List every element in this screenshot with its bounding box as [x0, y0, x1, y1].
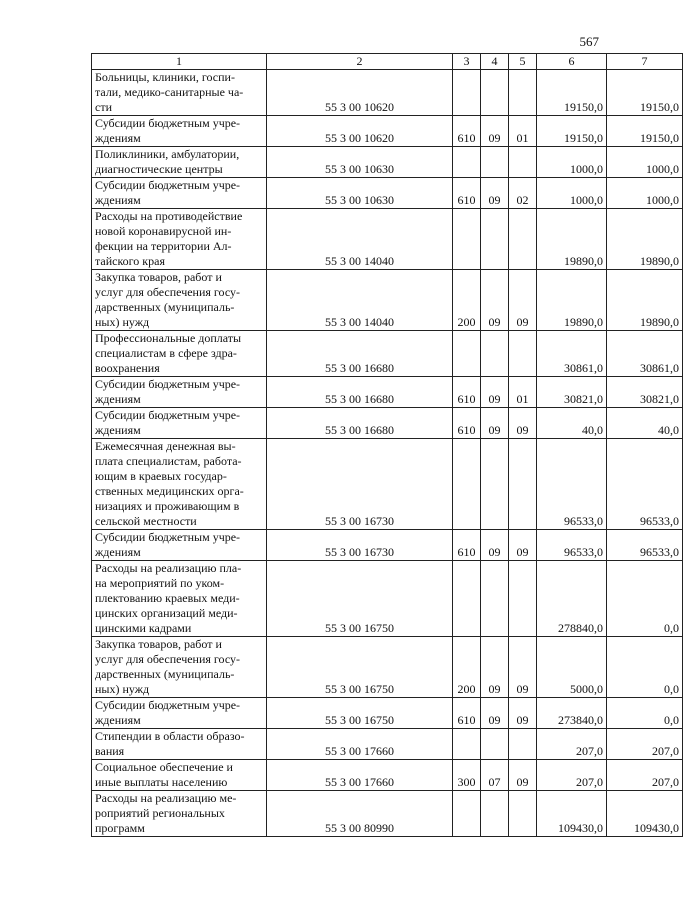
row-name-line: Стипендии в области образо- — [95, 729, 245, 743]
table-row — [92, 70, 683, 116]
amount-cell-7: 207,0 — [607, 729, 683, 760]
row-name-line: Социальное обеспечение и — [95, 760, 233, 774]
expense-type-cell — [453, 331, 481, 377]
amount-cell-6: 273840,0 — [537, 698, 607, 729]
row-name-line: низациях и проживающим в — [95, 499, 240, 513]
subsection-cell — [509, 561, 537, 637]
row-name-line: Расходы на реализацию пла- — [95, 561, 242, 575]
expense-type-cell: 610 — [453, 377, 481, 408]
row-name-line: программ — [95, 821, 145, 835]
table-row — [92, 147, 683, 178]
subsection-cell — [509, 70, 537, 116]
row-name-cell — [92, 408, 267, 439]
row-name-line: ждениям — [95, 392, 141, 406]
amount-cell-7: 19150,0 — [607, 116, 683, 147]
row-name-line: воохранения — [95, 361, 160, 375]
column-header: 3 — [453, 54, 481, 70]
budget-code-cell: 55 3 00 17660 — [267, 729, 453, 760]
expense-type-cell: 610 — [453, 698, 481, 729]
subsection-cell: 09 — [509, 408, 537, 439]
column-header: 7 — [607, 54, 683, 70]
amount-cell-7: 109430,0 — [607, 791, 683, 837]
row-name-cell — [92, 439, 267, 530]
table-row — [92, 209, 683, 270]
amount-cell-7: 19890,0 — [607, 209, 683, 270]
table-row — [92, 178, 683, 209]
table-row — [92, 561, 683, 637]
section-cell: 09 — [481, 116, 509, 147]
row-name-line: ждениям — [95, 545, 141, 559]
row-name-line: новой коронавирусной ин- — [95, 224, 232, 238]
subsection-cell: 09 — [509, 760, 537, 791]
row-name-line: фекции на территории Ал- — [95, 239, 232, 253]
row-name-cell — [92, 729, 267, 760]
budget-code-cell: 55 3 00 10620 — [267, 116, 453, 147]
subsection-cell: 09 — [509, 637, 537, 698]
row-name-line: ждениям — [95, 193, 141, 207]
expense-type-cell — [453, 791, 481, 837]
table-row — [92, 116, 683, 147]
row-name-line: ных) нужд — [95, 682, 150, 696]
amount-cell-6: 207,0 — [537, 729, 607, 760]
budget-code-cell: 55 3 00 16750 — [267, 637, 453, 698]
row-name-line: сти — [95, 100, 112, 114]
table-row — [92, 791, 683, 837]
amount-cell-6: 1000,0 — [537, 147, 607, 178]
amount-cell-6: 109430,0 — [537, 791, 607, 837]
expense-type-cell: 300 — [453, 760, 481, 791]
expense-type-cell: 610 — [453, 178, 481, 209]
budget-code-cell: 55 3 00 17660 — [267, 760, 453, 791]
amount-cell-7: 40,0 — [607, 408, 683, 439]
amount-cell-7: 96533,0 — [607, 439, 683, 530]
row-name-line: Субсидии бюджетным учре- — [95, 377, 241, 391]
section-cell — [481, 561, 509, 637]
subsection-cell — [509, 147, 537, 178]
table-row — [92, 637, 683, 698]
amount-cell-7: 96533,0 — [607, 530, 683, 561]
row-name-cell — [92, 377, 267, 408]
row-name-cell — [92, 147, 267, 178]
table-row — [92, 377, 683, 408]
row-name-line: Ежемесячная денежная вы- — [95, 439, 236, 453]
row-name-line: плата специалистам, работа- — [95, 454, 242, 468]
expense-type-cell: 200 — [453, 637, 481, 698]
table-row — [92, 439, 683, 530]
budget-code-cell: 55 3 00 14040 — [267, 209, 453, 270]
section-cell — [481, 70, 509, 116]
row-name-line: ственных медицинских орга- — [95, 484, 244, 498]
subsection-cell: 01 — [509, 377, 537, 408]
subsection-cell: 02 — [509, 178, 537, 209]
row-name-cell — [92, 561, 267, 637]
row-name-cell — [92, 209, 267, 270]
budget-code-cell: 55 3 00 10620 — [267, 70, 453, 116]
budget-code-cell: 55 3 00 10630 — [267, 147, 453, 178]
table-row — [92, 530, 683, 561]
row-name-cell — [92, 331, 267, 377]
subsection-cell — [509, 791, 537, 837]
section-cell: 07 — [481, 760, 509, 791]
header-row — [92, 54, 683, 70]
row-name-line: Профессиональные доплаты — [95, 331, 242, 345]
budget-code-cell: 55 3 00 16680 — [267, 377, 453, 408]
budget-code-cell: 55 3 00 16680 — [267, 331, 453, 377]
expense-type-cell: 610 — [453, 116, 481, 147]
amount-cell-6: 19890,0 — [537, 209, 607, 270]
row-name-cell — [92, 70, 267, 116]
budget-code-cell: 55 3 00 10630 — [267, 178, 453, 209]
row-name-cell — [92, 178, 267, 209]
expense-type-cell — [453, 70, 481, 116]
section-cell: 09 — [481, 530, 509, 561]
row-name-cell — [92, 760, 267, 791]
row-name-line: ных) нужд — [95, 315, 150, 329]
amount-cell-6: 1000,0 — [537, 178, 607, 209]
row-name-line: Больницы, клиники, госпи- — [95, 70, 235, 84]
expense-type-cell — [453, 147, 481, 178]
amount-cell-7: 30861,0 — [607, 331, 683, 377]
row-name-line: тали, медико-санитарные ча- — [95, 85, 244, 99]
expense-type-cell — [453, 729, 481, 760]
row-name-line: сельской местности — [95, 514, 197, 528]
page-number: 567 — [579, 34, 599, 49]
subsection-cell: 09 — [509, 270, 537, 331]
row-name-line: иные выплаты населению — [95, 775, 228, 789]
section-cell: 09 — [481, 637, 509, 698]
subsection-cell: 09 — [509, 698, 537, 729]
section-cell: 09 — [481, 698, 509, 729]
amount-cell-7: 19890,0 — [607, 270, 683, 331]
row-name-cell — [92, 116, 267, 147]
row-name-line: ждениям — [95, 131, 141, 145]
subsection-cell — [509, 439, 537, 530]
row-name-line: ждениям — [95, 423, 141, 437]
row-name-line: Субсидии бюджетным учре- — [95, 408, 241, 422]
row-name-line: цинскими кадрами — [95, 621, 192, 635]
section-cell: 09 — [481, 270, 509, 331]
expense-type-cell: 200 — [453, 270, 481, 331]
budget-code-cell: 55 3 00 16680 — [267, 408, 453, 439]
expense-type-cell — [453, 439, 481, 530]
section-cell — [481, 791, 509, 837]
budget-code-cell: 55 3 00 80990 — [267, 791, 453, 837]
row-name-line: на мероприятий по уком- — [95, 576, 225, 590]
row-name-cell — [92, 270, 267, 331]
section-cell: 09 — [481, 178, 509, 209]
expense-type-cell: 610 — [453, 530, 481, 561]
table-row — [92, 698, 683, 729]
amount-cell-7: 1000,0 — [607, 178, 683, 209]
row-name-line: Закупка товаров, работ и — [95, 270, 222, 284]
budget-table — [91, 53, 683, 837]
table-row — [92, 331, 683, 377]
table-row — [92, 760, 683, 791]
row-name-line: вания — [95, 744, 125, 758]
row-name-cell — [92, 637, 267, 698]
column-header: 4 — [481, 54, 509, 70]
row-name-line: Расходы на реализацию ме- — [95, 791, 237, 805]
subsection-cell: 01 — [509, 116, 537, 147]
amount-cell-7: 1000,0 — [607, 147, 683, 178]
row-name-cell — [92, 791, 267, 837]
row-name-line: специалистам в сфере здра- — [95, 346, 237, 360]
expense-type-cell: 610 — [453, 408, 481, 439]
row-name-line: диагностические центры — [95, 162, 223, 176]
amount-cell-6: 278840,0 — [537, 561, 607, 637]
subsection-cell — [509, 331, 537, 377]
amount-cell-6: 96533,0 — [537, 530, 607, 561]
row-name-line: Субсидии бюджетным учре- — [95, 116, 241, 130]
expense-type-cell — [453, 561, 481, 637]
row-name-line: Субсидии бюджетным учре- — [95, 530, 241, 544]
subsection-cell — [509, 209, 537, 270]
budget-code-cell: 55 3 00 16750 — [267, 561, 453, 637]
table-row — [92, 729, 683, 760]
section-cell: 09 — [481, 377, 509, 408]
row-name-line: Субсидии бюджетным учре- — [95, 698, 241, 712]
amount-cell-7: 0,0 — [607, 561, 683, 637]
row-name-line: ющим в краевых государ- — [95, 469, 227, 483]
section-cell: 09 — [481, 408, 509, 439]
section-cell — [481, 209, 509, 270]
budget-code-cell: 55 3 00 16750 — [267, 698, 453, 729]
budget-code-cell: 55 3 00 14040 — [267, 270, 453, 331]
amount-cell-6: 19150,0 — [537, 70, 607, 116]
section-cell — [481, 147, 509, 178]
row-name-line: Закупка товаров, работ и — [95, 637, 222, 651]
row-name-line: ждениям — [95, 713, 141, 727]
row-name-line: плектованию краевых меди- — [95, 591, 240, 605]
amount-cell-6: 30821,0 — [537, 377, 607, 408]
row-name-line: услуг для обеспечения госу- — [95, 285, 241, 299]
row-name-line: услуг для обеспечения госу- — [95, 652, 241, 666]
row-name-cell — [92, 698, 267, 729]
section-cell — [481, 729, 509, 760]
row-name-line: Субсидии бюджетным учре- — [95, 178, 241, 192]
table-row — [92, 408, 683, 439]
row-name-line: цинских организаций меди- — [95, 606, 238, 620]
amount-cell-7: 0,0 — [607, 637, 683, 698]
row-name-line: Поликлиники, амбулатории, — [95, 147, 240, 161]
section-cell — [481, 331, 509, 377]
amount-cell-7: 19150,0 — [607, 70, 683, 116]
column-header: 6 — [537, 54, 607, 70]
row-name-line: Расходы на противодействие — [95, 209, 243, 223]
amount-cell-7: 30821,0 — [607, 377, 683, 408]
amount-cell-6: 30861,0 — [537, 331, 607, 377]
row-name-line: дарственных (муниципаль- — [95, 667, 235, 681]
amount-cell-6: 19890,0 — [537, 270, 607, 331]
amount-cell-7: 0,0 — [607, 698, 683, 729]
amount-cell-7: 207,0 — [607, 760, 683, 791]
column-header: 1 — [92, 54, 267, 70]
table-row — [92, 270, 683, 331]
row-name-line: тайского края — [95, 254, 165, 268]
expense-type-cell — [453, 209, 481, 270]
subsection-cell — [509, 729, 537, 760]
row-name-cell — [92, 530, 267, 561]
subsection-cell: 09 — [509, 530, 537, 561]
row-name-line: роприятий региональных — [95, 806, 225, 820]
amount-cell-6: 19150,0 — [537, 116, 607, 147]
amount-cell-6: 96533,0 — [537, 439, 607, 530]
row-name-line: дарственных (муниципаль- — [95, 300, 235, 314]
budget-code-cell: 55 3 00 16730 — [267, 530, 453, 561]
section-cell — [481, 439, 509, 530]
amount-cell-6: 207,0 — [537, 760, 607, 791]
amount-cell-6: 40,0 — [537, 408, 607, 439]
amount-cell-6: 5000,0 — [537, 637, 607, 698]
column-header: 5 — [509, 54, 537, 70]
budget-code-cell: 55 3 00 16730 — [267, 439, 453, 530]
column-header: 2 — [267, 54, 453, 70]
